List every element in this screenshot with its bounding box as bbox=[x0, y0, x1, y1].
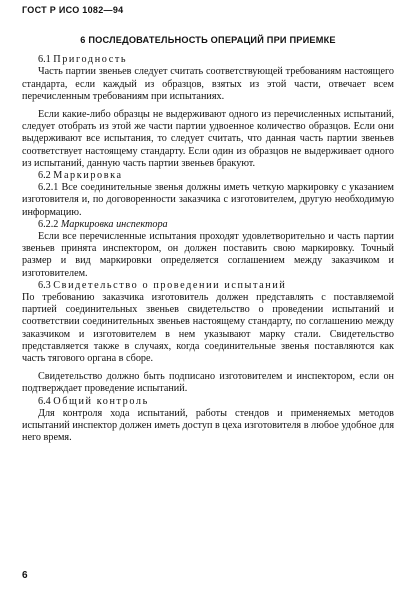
paragraph: Часть партии звеньев следует считать соответствующей требованиям настоящего стандарта, если каждый из образцов, взятых из этой части, отвечает всем перечисленным требованиям при испытаниях. bbox=[22, 66, 394, 102]
subsection-title: Свидетельство о проведении испытаний bbox=[53, 279, 287, 291]
subsection-number: 6.3 bbox=[38, 279, 51, 291]
subsection-title: Пригодность bbox=[53, 54, 128, 66]
subsection-number: 6.2.2 bbox=[38, 218, 59, 230]
paragraph: Для контроля хода испытаний, работы стендов и применяемых методов испытаний инспектор должен иметь доступ в цеха изготовителя в любое удобное для него время. bbox=[22, 407, 394, 444]
subsection-title: Маркировка инспектора bbox=[60, 218, 168, 230]
subsection-heading-6-2 bbox=[22, 170, 394, 182]
subsection-title: Общий контроль bbox=[53, 395, 149, 407]
subsection-number: 6.4 bbox=[38, 395, 51, 407]
subsection-title: Маркировка bbox=[53, 170, 123, 182]
subsection-heading-6-1 bbox=[22, 54, 394, 66]
subsection-number: 6.1 bbox=[38, 54, 51, 66]
document-body bbox=[22, 34, 394, 445]
paragraph: Свидетельство должно быть подписано изготовителем и инспектором, если он подтверждает проведение испытаний. bbox=[22, 371, 394, 395]
paragraph: Если какие-либо образцы не выдерживают одного из перечисленных испытаний, следует отобрать из этой же части партии удвоенное количество образцов. Если они выдерживают все испытания, то следует считать, что данная часть партии звеньев соответствует настоящему стандарту. Если один из образцов не выдерживает одного из испытаний, данную часть партии звеньев бракуют. bbox=[22, 109, 394, 169]
paragraph: Если все перечисленные испытания проходят удовлетворительно и часть партии звеньев принята инспектором, он должен поставить свою маркировку. Точный размер и вид маркировки определяется соглашением между заказчиком и изготовителем. bbox=[22, 231, 394, 279]
subsection-heading-6-3 bbox=[22, 280, 394, 292]
subsection-heading-6-2-2 bbox=[22, 219, 394, 231]
paragraph: 6.2.1 Все соединительные звенья должны иметь четкую маркировку с указанием изготовителя и, по договоренности заказчика с изготовителем, другую необходимую информацию. bbox=[22, 182, 394, 218]
document-code-header: ГОСТ Р ИСО 1082—94 bbox=[22, 5, 124, 15]
subsection-number: 6.2 bbox=[38, 170, 51, 182]
paragraph: По требованию заказчика изготовитель должен представлять с поставляемой партией соединительных звеньев свидетельство о проведении испытаний и соответствии соединительных звеньев настоящему стандарту, по соглашению между заказчиком и изготовителем в нем указывают марку стали. Свидетельство представляется также в случаях, когда соединительные звенья поставляются как часть тягового органа в сборе. bbox=[22, 292, 394, 365]
subsection-heading-6-4 bbox=[22, 396, 394, 408]
section-title: 6 ПОСЛЕДОВАТЕЛЬНОСТЬ ОПЕРАЦИЙ ПРИ ПРИЕМКЕ bbox=[80, 35, 336, 45]
page-number: 6 bbox=[22, 570, 28, 581]
